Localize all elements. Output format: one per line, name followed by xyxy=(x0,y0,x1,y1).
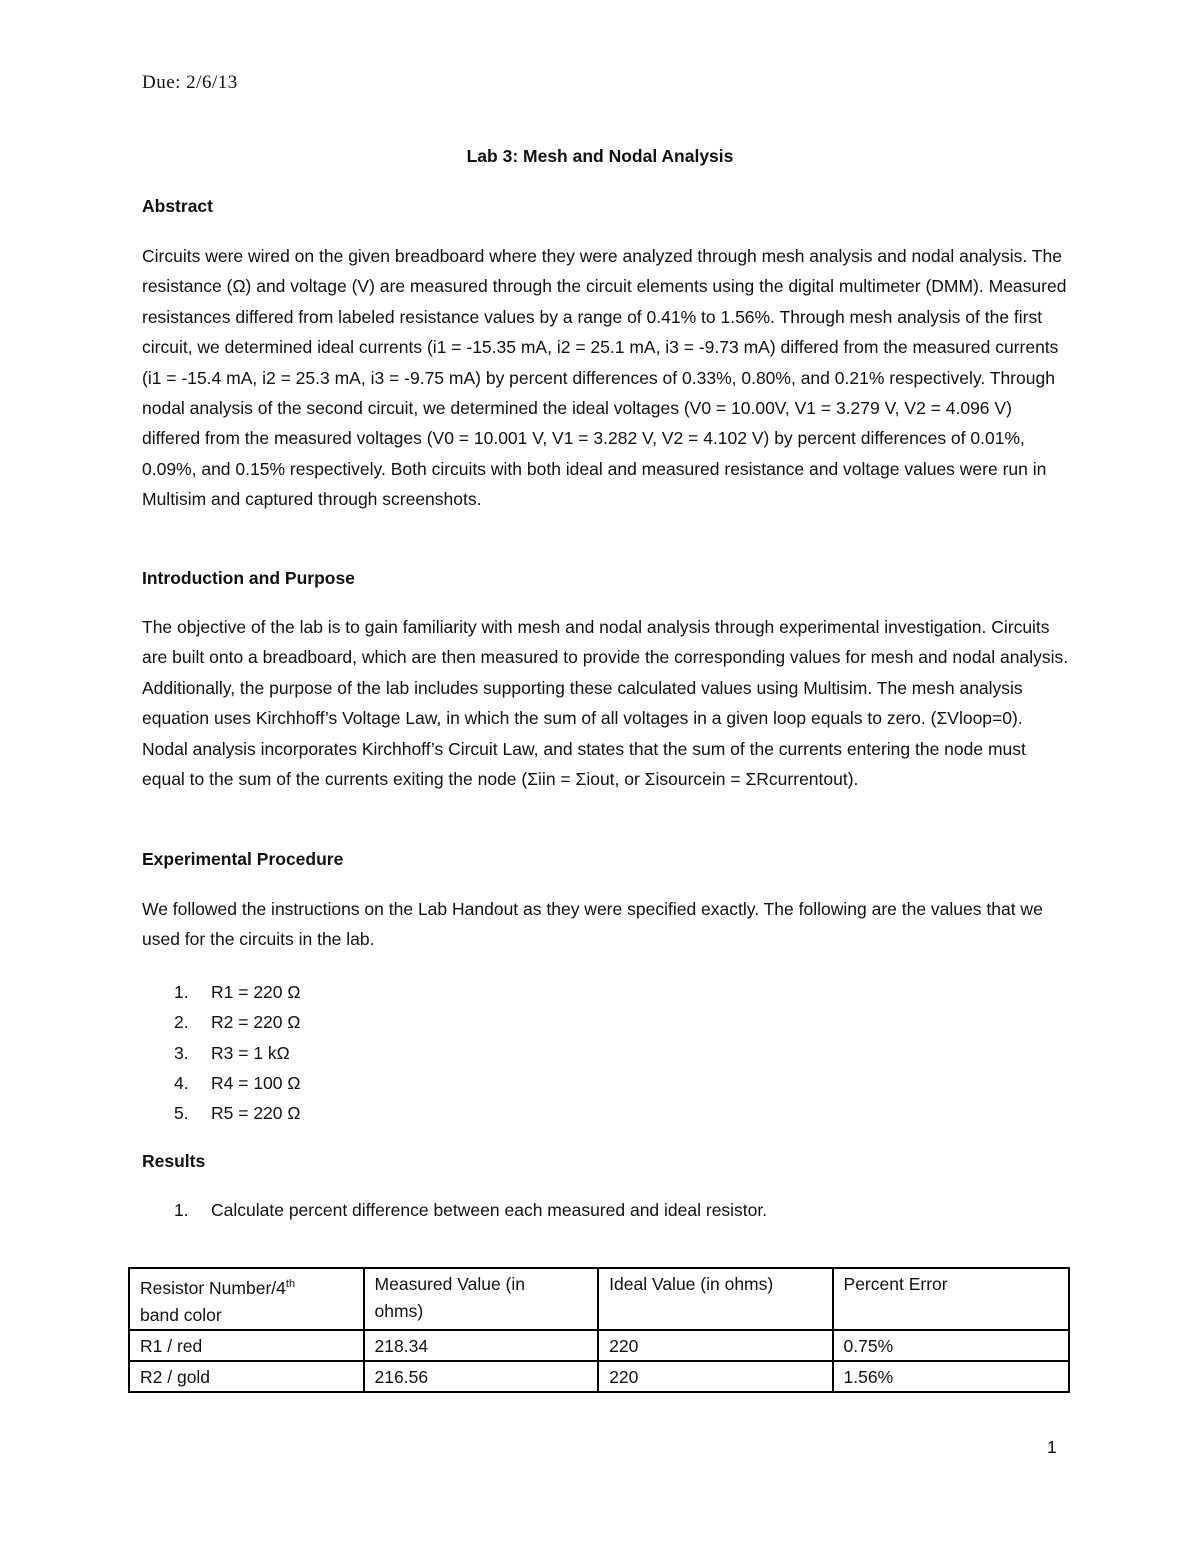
table-header-cell: Percent Error xyxy=(833,1268,1069,1330)
results-heading: Results xyxy=(142,1151,206,1171)
table-cell: 218.34 xyxy=(364,1330,599,1361)
list-text: R5 = 220 Ω xyxy=(211,1103,301,1124)
list-number: 2. xyxy=(174,1012,189,1033)
table-cell: 216.56 xyxy=(364,1361,599,1392)
table-cell: 1.56% xyxy=(833,1361,1069,1392)
list-text: R1 = 220 Ω xyxy=(211,982,301,1002)
table-cell: R1 / red xyxy=(129,1330,364,1361)
table-cell: 0.75% xyxy=(833,1330,1069,1361)
introduction-heading: Introduction and Purpose xyxy=(142,568,355,588)
list-text: R2 = 220 Ω xyxy=(211,1012,301,1033)
table-cell: R2 / gold xyxy=(129,1361,364,1392)
table-row xyxy=(129,1361,1069,1392)
list-number: 4. xyxy=(174,1072,189,1093)
introduction-paragraph: The objective of the lab is to gain familiarity with mesh and nodal analysis through experimental investigation. Circuits are built onto a breadboard, which are then measured to provide the corresponding values for mesh and nodal analysis. Additionally, the purpose of the lab includes supporting these calculated values using Multisim. The mesh analysis equation uses Kirchhoff’s Voltage Law, in which the sum of all voltages in a given loop equals to zero. (ΣVloop=0). Nodal analysis incorporates Kirchhoff’s Circuit Law, and states that the sum of the currents entering the node must equal to the sum of the currents exiting the node (Σiin = Σiout, or Σisourcein = ΣRcurrentout). xyxy=(142,617,1069,790)
list-text: R4 = 100 Ω xyxy=(211,1072,301,1093)
table-row xyxy=(129,1330,1069,1361)
page-number: 1 xyxy=(1047,1437,1057,1457)
table-header-cell xyxy=(129,1268,364,1330)
table-header-cell: Measured Value (in ohms) xyxy=(364,1268,599,1330)
header-text: band color xyxy=(140,1304,222,1325)
table-cell: 220 xyxy=(598,1330,832,1361)
table-cell: 220 xyxy=(598,1361,832,1392)
due-date: Due: 2/6/13 xyxy=(142,72,238,93)
list-text: Calculate percent difference between each measured and ideal resistor. xyxy=(211,1200,768,1220)
header-superscript: th xyxy=(285,1278,296,1290)
list-number: 5. xyxy=(174,1103,189,1124)
abstract-paragraph: Circuits were wired on the given breadboard where they were analyzed through mesh analysis and nodal analysis. The resistance (Ω) and voltage (V) are measured through the circuit elements using the digital multimeter (DMM). Measured resistances differed from labeled resistance values by a range of 0.41% to 1.56%. Through mesh analysis of the first circuit, we determined ideal currents (i1 = -15.35 mA, i2 = 25.1 mA, i3 = -9.73 mA) differed from the measured currents (i1 = -15.4 mA, i2 = 25.3 mA, i3 = -9.75 mA) by percent differences of 0.33%, 0.80%, and 0.21% respectively. Through nodal analysis of the second circuit, we determined the ideal voltages (V0 = 10.00V, V1 = 3.279 V, V2 = 4.096 V) differed from the measured voltages (V0 = 10.001 V, V1 = 3.282 V, V2 = 4.102 V) by percent differences of 0.01%, 0.09%, and 0.15% respectively. Both circuits with both ideal and measured resistance and voltage values were run in Multisim and captured through screenshots. xyxy=(142,246,1067,510)
procedure-heading: Experimental Procedure xyxy=(142,849,344,869)
table-header-cell: Ideal Value (in ohms) xyxy=(598,1268,832,1330)
header-text: Resistor Number/4 xyxy=(140,1277,286,1298)
table-header-row xyxy=(129,1268,1069,1330)
abstract-heading: Abstract xyxy=(142,196,213,216)
list-number: 3. xyxy=(174,1042,189,1063)
list-number: 1. xyxy=(174,982,189,1002)
list-number: 1. xyxy=(174,1200,189,1220)
page-title: Lab 3: Mesh and Nodal Analysis xyxy=(466,146,734,166)
resistor-table xyxy=(128,1267,1070,1393)
procedure-paragraph: We followed the instructions on the Lab Handout as they were specified exactly. The following are the values that we used for the circuits in the lab. xyxy=(142,899,1043,950)
list-text: R3 = 1 kΩ xyxy=(211,1042,290,1063)
